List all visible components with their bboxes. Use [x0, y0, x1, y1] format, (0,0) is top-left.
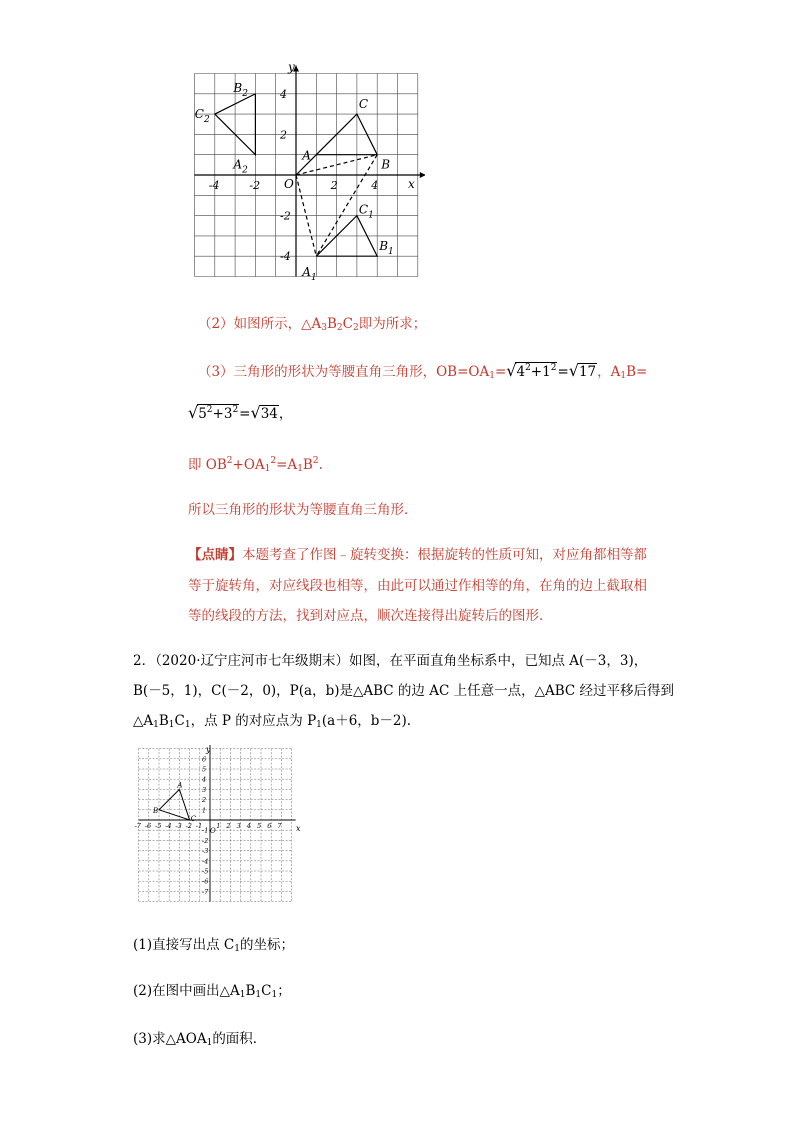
exp: 2 — [525, 363, 531, 373]
y-tick-label: 3 — [202, 785, 207, 794]
sqrt-symbol: √ — [568, 361, 579, 380]
part3-line1 — [198, 360, 647, 381]
sub: 1 — [184, 720, 191, 730]
figure2-y-axis-label: y — [206, 745, 211, 754]
eq-text: =A — [276, 457, 298, 473]
y-tick-label: 4 — [202, 775, 207, 784]
ob-equation-line — [188, 453, 323, 474]
sub: 1 — [264, 464, 271, 474]
x-tick-label: 1 — [216, 822, 221, 830]
subq2 — [133, 979, 291, 1000]
sub: 1 — [153, 720, 159, 730]
subq-text: C — [261, 983, 272, 999]
y-tick-label: 2 — [202, 796, 207, 805]
exp: 2 — [206, 405, 213, 415]
sub: 1 — [234, 944, 240, 954]
y-tick-label: 5 — [202, 765, 207, 774]
x-tick-label: 4 — [246, 822, 251, 830]
y-tick-label: -2 — [280, 209, 291, 223]
part3-text: （3）三角形的形状为等腰直角三角形，OB=OA — [198, 364, 490, 380]
x-tick-label: -5 — [155, 822, 162, 830]
x-tick-label: 7 — [277, 822, 282, 830]
sqrt-symbol: √ — [250, 403, 261, 422]
num: +3 — [212, 406, 233, 422]
subq-text: (3)求△AOA — [133, 1031, 207, 1047]
exp: 2 — [270, 456, 277, 466]
subq-text: (1)直接写出点 C — [133, 937, 235, 953]
triangle-abc — [159, 789, 190, 820]
radicand: 17 — [578, 364, 597, 380]
sub: 1 — [239, 990, 246, 1000]
part3-text: = — [557, 364, 569, 380]
eq-text: 即 OB — [188, 457, 227, 473]
figure1-y-axis-label: y — [288, 60, 295, 74]
q2-text: C — [174, 713, 185, 729]
y-tick-label: 2 — [280, 128, 287, 142]
dianjing-tag: 【点睛】 — [188, 547, 242, 563]
label-c: C — [190, 815, 196, 823]
figure1-origin-label: O — [284, 177, 294, 191]
sub: 1 — [168, 720, 175, 730]
label-b: B — [153, 806, 159, 815]
num: 4 — [516, 364, 526, 380]
subq-text: B — [245, 983, 256, 999]
figure2-triangle — [159, 789, 190, 820]
figure1-point-labels — [195, 81, 394, 283]
label-c: C — [358, 97, 369, 112]
part2-text: B — [326, 316, 337, 332]
x-tick-label: 3 — [236, 822, 241, 830]
part3-text: = — [239, 406, 251, 422]
eq-text: B — [302, 457, 313, 473]
num: 5 — [198, 406, 207, 422]
exp: 2 — [226, 456, 233, 466]
y-tick-label: -1 — [202, 826, 209, 835]
exp: 2 — [312, 456, 319, 466]
eq-text: . — [318, 457, 323, 473]
part3-text: = — [494, 364, 507, 380]
sub: 1 — [489, 371, 495, 381]
part2-text: C — [342, 316, 353, 332]
part3-line2 — [188, 402, 292, 422]
part3-text: B= — [626, 364, 648, 380]
sub: 1 — [255, 990, 262, 1000]
y-tick-label: -7 — [202, 887, 209, 896]
subq-text: ； — [277, 983, 291, 999]
label-a: A — [177, 781, 183, 790]
label-b2: $B_2$ — [233, 80, 248, 99]
subq-text: 的坐标； — [239, 937, 294, 953]
q2-line3 — [133, 709, 411, 730]
dianjing-line2: 等于旋转角，对应线段也相等，由此可以通过作相等的角，在角的边上截取相 — [188, 578, 647, 594]
part2-line — [198, 312, 426, 333]
radicand — [197, 404, 239, 422]
label-c2: $C_2$ — [194, 107, 210, 126]
sqrt-symbol: √ — [188, 403, 199, 422]
y-tick-label: -6 — [202, 877, 209, 886]
radicand — [515, 362, 557, 380]
label-a2: $A_2$ — [233, 157, 248, 176]
figure1-x-axis-label: x — [408, 177, 415, 191]
y-tick-label: -4 — [202, 857, 209, 866]
x-arrow — [420, 172, 425, 178]
label-b1: $B_1$ — [379, 239, 394, 258]
rotation-figure — [185, 58, 425, 283]
x-tick-label: -6 — [144, 822, 152, 830]
y-tick-label: -4 — [280, 250, 291, 264]
figure2-x-axis-label: x — [296, 824, 301, 833]
x-tick-label: -1 — [195, 822, 203, 830]
sqrt-symbol: √ — [506, 361, 517, 380]
dianjing-text: 本题考查了作图﹣旋转变换：根据旋转的性质可知，对应角都相等都 — [242, 547, 647, 563]
sub: 2 — [352, 323, 359, 333]
y-tick-label: 6 — [202, 755, 207, 764]
y-tick-label: 4 — [280, 87, 287, 101]
x-tick-label: -3 — [175, 822, 182, 830]
dianjing-line3: 等的线段的方法，找到对应点，顺次连接得出旋转后的图形． — [188, 608, 553, 624]
figure2-ticks — [135, 755, 283, 896]
sub: 1 — [297, 464, 303, 474]
subq3 — [133, 1027, 266, 1048]
part2-text: （2）如图所示，△A — [198, 316, 322, 332]
x-tick-label: 5 — [257, 822, 262, 830]
dianjing-line1 — [188, 543, 647, 563]
x-tick-label: 6 — [267, 822, 272, 830]
conclusion-line: 所以三角形的形状为等腰直角三角形． — [188, 502, 418, 518]
radicand: 34 — [260, 406, 278, 422]
q2-text: △A — [133, 713, 154, 729]
subq-text: 的面积． — [212, 1031, 267, 1047]
eq-text: +OA — [232, 457, 265, 473]
sub: 1 — [316, 720, 322, 730]
part3-text: ，A — [597, 364, 621, 380]
sub: 2 — [336, 323, 343, 333]
part2-text: 即为所求； — [358, 316, 427, 332]
label-a1: $A_1$ — [302, 265, 317, 283]
sub: 1 — [620, 371, 627, 381]
y-tick-label: -3 — [202, 847, 209, 856]
subq-text: (2)在图中画出△A — [133, 983, 240, 999]
y-tick-label: -2 — [202, 836, 209, 845]
label-a: A — [302, 148, 311, 163]
q2-line1: 2．（2020·辽宁庄河市七年级期末）如图，在平面直角坐标系中，已知点 A(－3，3)， — [133, 653, 648, 669]
sub: 3 — [321, 323, 327, 333]
translation-figure — [130, 745, 310, 910]
part3-text: ， — [278, 406, 293, 422]
x-tick-label: 2 — [226, 822, 231, 830]
figure2-point-labels — [152, 781, 197, 823]
y-tick-label: -5 — [202, 867, 209, 876]
x-tick-label: 2 — [330, 179, 338, 192]
sub: 1 — [206, 1038, 213, 1048]
x-tick-label: -7 — [134, 822, 141, 830]
exp: 2 — [232, 405, 239, 415]
q2-text: B — [158, 713, 169, 729]
x-tick-label: -2 — [185, 822, 192, 830]
exp: 2 — [550, 363, 557, 373]
label-b: B — [381, 157, 391, 172]
q2-text: (a＋6，b－2). — [321, 713, 412, 729]
y-tick-label: 1 — [202, 806, 207, 815]
num: +1 — [530, 364, 551, 380]
subq1 — [133, 933, 294, 954]
x-tick-label: 4 — [371, 179, 379, 192]
q2-text: ，点 P 的对应点为 P — [190, 713, 317, 729]
x-tick-label: -4 — [208, 179, 220, 192]
figure2-origin-label: O — [210, 827, 216, 835]
sub: 1 — [271, 990, 278, 1000]
x-tick-label: -2 — [249, 179, 261, 192]
label-c1: $C_1$ — [358, 202, 374, 221]
q2-line2: B(－5，1)，C(－2，0)，P(a，b)是△ABC 的边 AC 上任意一点，△ABC 经过平移后得到 — [133, 683, 674, 699]
x-tick-label: -4 — [165, 822, 172, 830]
